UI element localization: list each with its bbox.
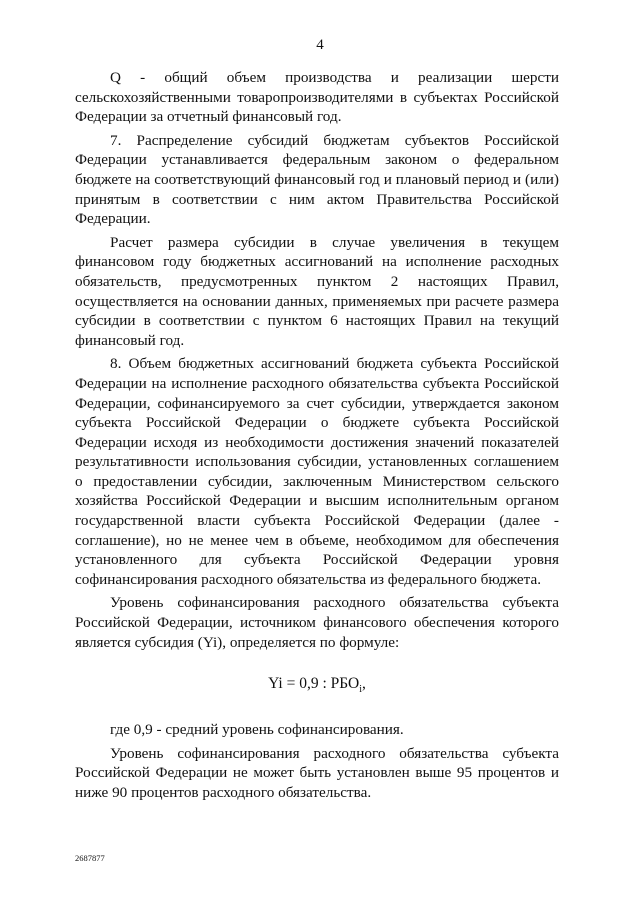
formula-subscript: i — [359, 684, 363, 696]
paragraph-cofinancing-limits: Уровень софинансирования расходного обязательства субъекта Российской Федерации не может быть установлен выше 95 процентов и ниже 90 процентов расходного обязательства. — [75, 744, 559, 801]
formula — [75, 674, 559, 700]
paragraph-item-7: 7. Распределение субсидий бюджетам субъектов Российской Федерации устанавливается федеральным законом о федеральном бюджете на соответствующий финансовый год и плановый период и (или) принятым в соответствии с ним актом Правительства Российской Федерации. — [75, 131, 559, 228]
paragraph-formula-explanation: где 0,9 - средний уровень софинансирования. — [110, 720, 404, 738]
paragraph-item-8: 8. Объем бюджетных ассигнований бюджета субъекта Российской Федерации на исполнение расходного обязательства субъекта Российской Федерации, софинансируемого за счет субсидии, утверждается законом субъекта Российской Федерации о бюджете субъекта Российской Федерации исходя из необходимости достижения значений показателей результативности использования субсидии, установленных соглашением о предоставлении субсидии, заключенным Министерством сельского хозяйства Российской Федерации и высшим исполнительным органом государственной власти субъекта Российской Федерации (далее - соглашение), но не менее чем в объеме, необходимом для обеспечения установленного для субъекта Российской Федерации уровня софинансирования расходного обязательства из федерального бюджета. — [75, 355, 559, 588]
formula-suffix: , — [362, 675, 366, 693]
formula-main: Yi = 0,9 : РБО — [268, 675, 360, 693]
paragraph-subsidy-calculation: Расчет размера субсидии в случае увеличения в текущем финансовом году бюджетных ассигнований на исполнение расходных обязательств, предусмотренных пунктом 2 настоящих Правил, осуществляется на основании данных, применяемых при расчете размера субсидии в соответствии с пунктом 6 настоящих Правил на текущий финансовый год. — [75, 233, 559, 349]
document-body — [75, 68, 559, 806]
document-code: 2687877 — [75, 853, 105, 863]
page-number: 4 — [316, 37, 324, 53]
paragraph-q-definition: Q - общий объем производства и реализации шерсти сельскохозяйственными товаропроизводителями в субъектах Российской Федерации за отчетный финансовый год. — [75, 69, 559, 126]
paragraph-cofinancing-level: Уровень софинансирования расходного обязательства субъекта Российской Федерации, источником финансового обеспечения которого является субсидия (Yi), определяется по формуле: — [75, 594, 559, 651]
